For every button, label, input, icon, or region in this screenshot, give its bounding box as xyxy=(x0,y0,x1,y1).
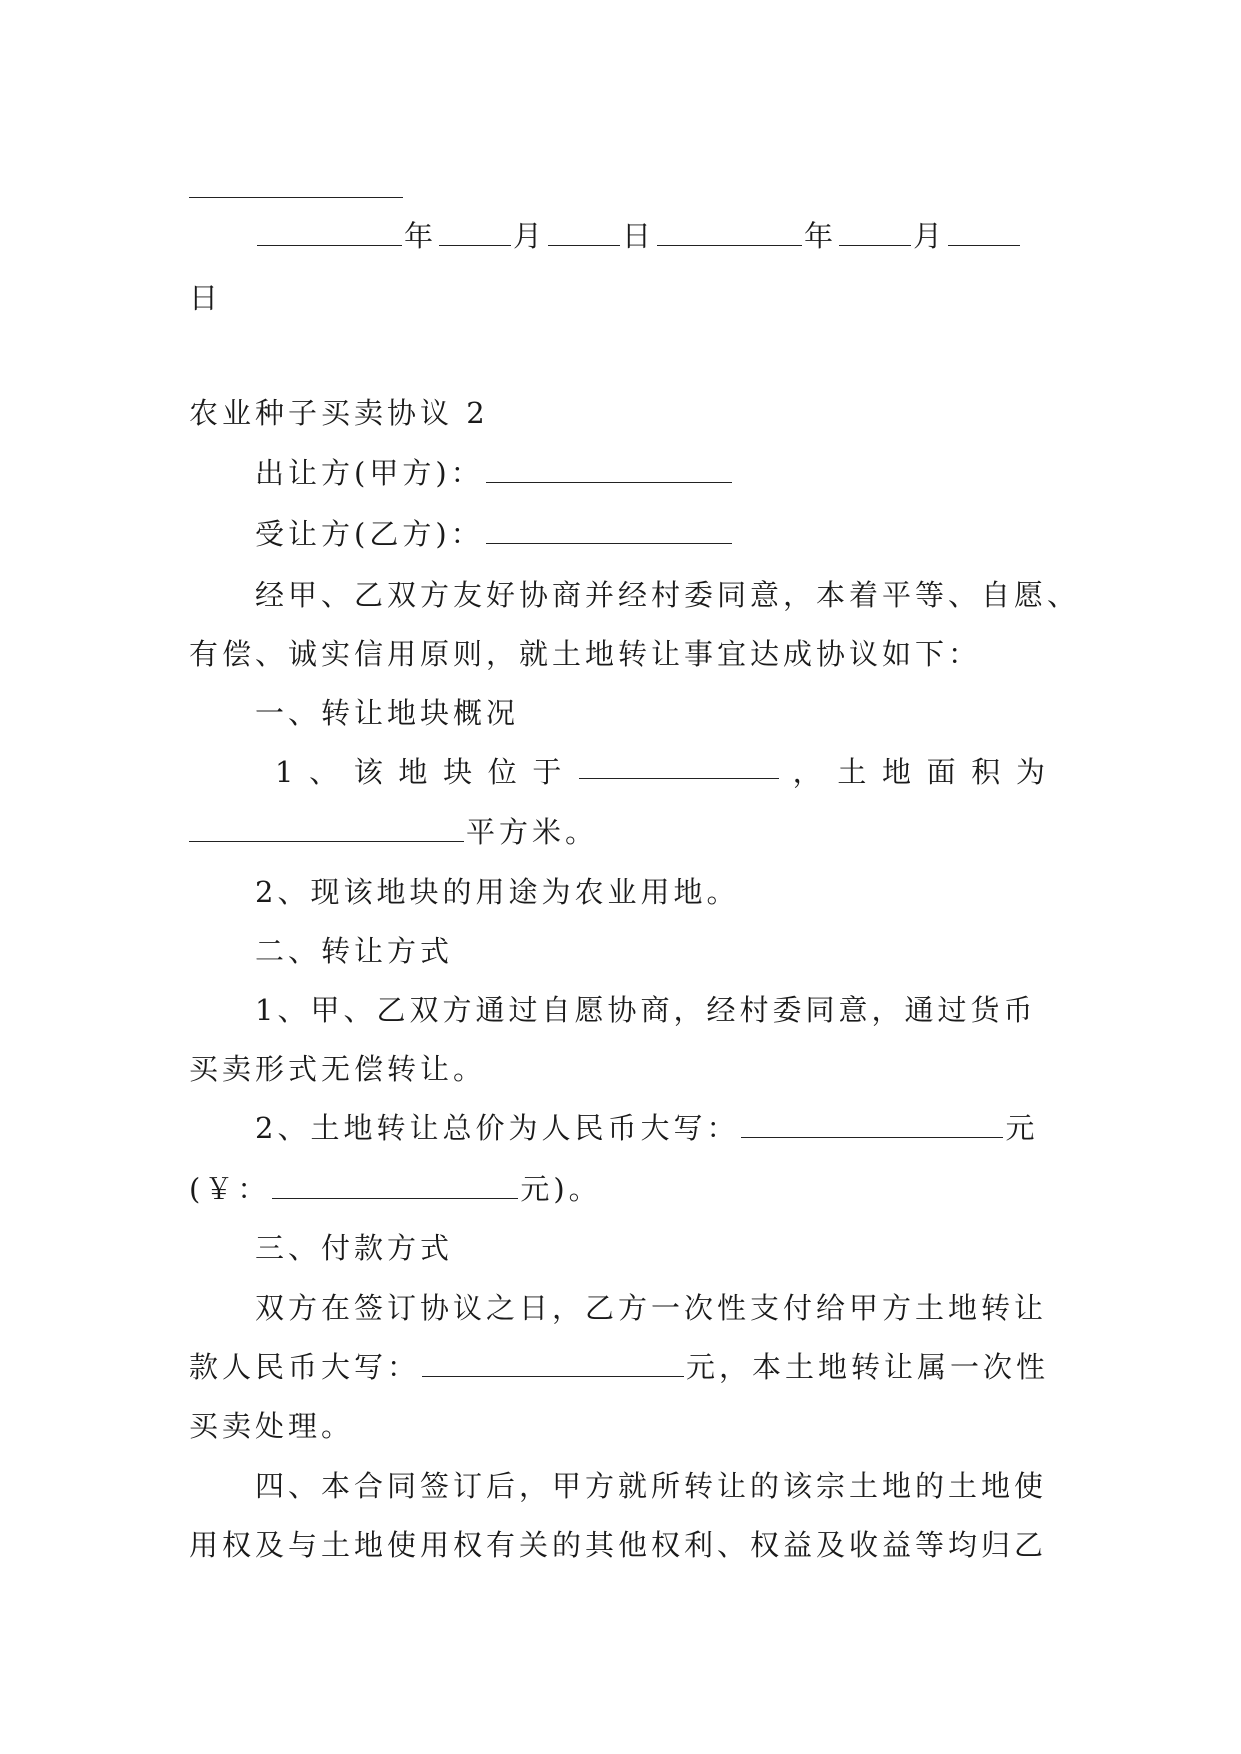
payment-suffix: 元，本土地转让属一次性 xyxy=(686,1350,1050,1384)
month-label-1: 月 xyxy=(513,219,547,253)
area-char-2: 地 xyxy=(881,755,915,789)
area-char-5: 为 xyxy=(1015,755,1049,789)
loc-char-1: 该 xyxy=(353,755,387,789)
date-line-wrap: 日 xyxy=(189,281,223,315)
section1-item1-line1 xyxy=(275,752,1049,792)
party-a-line xyxy=(255,453,1049,493)
section2-item2-line1 xyxy=(255,1108,1049,1148)
year-label-1: 年 xyxy=(404,219,438,253)
party-a-blank[interactable] xyxy=(486,456,732,483)
party-b-label: 受让方(乙方)： xyxy=(255,517,484,551)
item1-comma: ， xyxy=(792,755,826,789)
party-b-line xyxy=(255,514,1049,554)
month-blank-2[interactable] xyxy=(839,219,911,246)
month-label-2: 月 xyxy=(913,219,947,253)
year-blank-1[interactable] xyxy=(257,219,402,246)
section2-item1-line2: 买卖形式无偿转让。 xyxy=(189,1052,487,1086)
item1-num: 1 xyxy=(275,755,298,789)
payment-blank[interactable] xyxy=(422,1350,684,1377)
item1-sep: 、 xyxy=(309,755,343,789)
yen-close: 元)。 xyxy=(520,1172,602,1206)
price-label: 2、土地转让总价为人民币大写： xyxy=(255,1111,740,1145)
loc-char-3: 块 xyxy=(443,755,477,789)
area-char-4: 积 xyxy=(971,755,1005,789)
section2-item1-line1: 1、甲、乙双方通过自愿协商，经村委同意，通过货币 xyxy=(255,993,1037,1027)
section3-line3: 买卖处理。 xyxy=(189,1409,355,1443)
area-char-1: 土 xyxy=(837,755,871,789)
area-char-3: 面 xyxy=(926,755,960,789)
price-numeric-blank[interactable] xyxy=(272,1172,518,1199)
price-words-blank[interactable] xyxy=(741,1111,1003,1138)
document-title: 农业种子买卖协议 2 xyxy=(189,396,489,430)
yen-open: (￥： xyxy=(189,1172,271,1206)
section1-item2: 2、现该地块的用途为农业用地。 xyxy=(255,875,740,909)
year-label-2: 年 xyxy=(804,219,838,253)
area-unit: 平方米。 xyxy=(466,815,599,849)
year-blank-2[interactable] xyxy=(657,219,802,246)
intro-line-1: 经甲、乙双方友好协商并经村委同意，本着平等、自愿、 xyxy=(255,578,1081,612)
loc-char-5: 于 xyxy=(532,755,566,789)
section3-line1: 双方在签订协议之日，乙方一次性支付给甲方土地转让 xyxy=(255,1291,1048,1325)
section3-line2 xyxy=(189,1347,1049,1387)
loc-char-4: 位 xyxy=(487,755,521,789)
day-blank-2[interactable] xyxy=(948,219,1020,246)
price-unit: 元 xyxy=(1005,1111,1039,1145)
date-line xyxy=(255,216,1049,256)
section3-heading: 三、付款方式 xyxy=(255,1231,454,1265)
party-a-label: 出让方(甲方)： xyxy=(255,456,484,490)
section1-item1-line2 xyxy=(189,812,1049,852)
section4-line1: 四、本合同签订后，甲方就所转让的该宗土地的土地使 xyxy=(255,1469,1048,1503)
payment-label: 款人民币大写： xyxy=(189,1350,421,1384)
section1-heading: 一、转让地块概况 xyxy=(255,696,520,730)
day-blank-1[interactable] xyxy=(548,219,620,246)
section2-item2-line2 xyxy=(189,1169,1049,1209)
location-blank[interactable] xyxy=(579,752,779,779)
signature-rule xyxy=(189,197,403,198)
section4-line2: 用权及与土地使用权有关的其他权利、权益及收益等均归乙 xyxy=(189,1528,1048,1562)
day-label-1: 日 xyxy=(622,219,656,253)
loc-char-2: 地 xyxy=(398,755,432,789)
area-blank[interactable] xyxy=(189,815,464,842)
intro-line-2: 有偿、诚实信用原则，就土地转让事宜达成协议如下： xyxy=(189,637,982,671)
month-blank-1[interactable] xyxy=(439,219,511,246)
party-b-blank[interactable] xyxy=(486,517,732,544)
section2-heading: 二、转让方式 xyxy=(255,934,454,968)
